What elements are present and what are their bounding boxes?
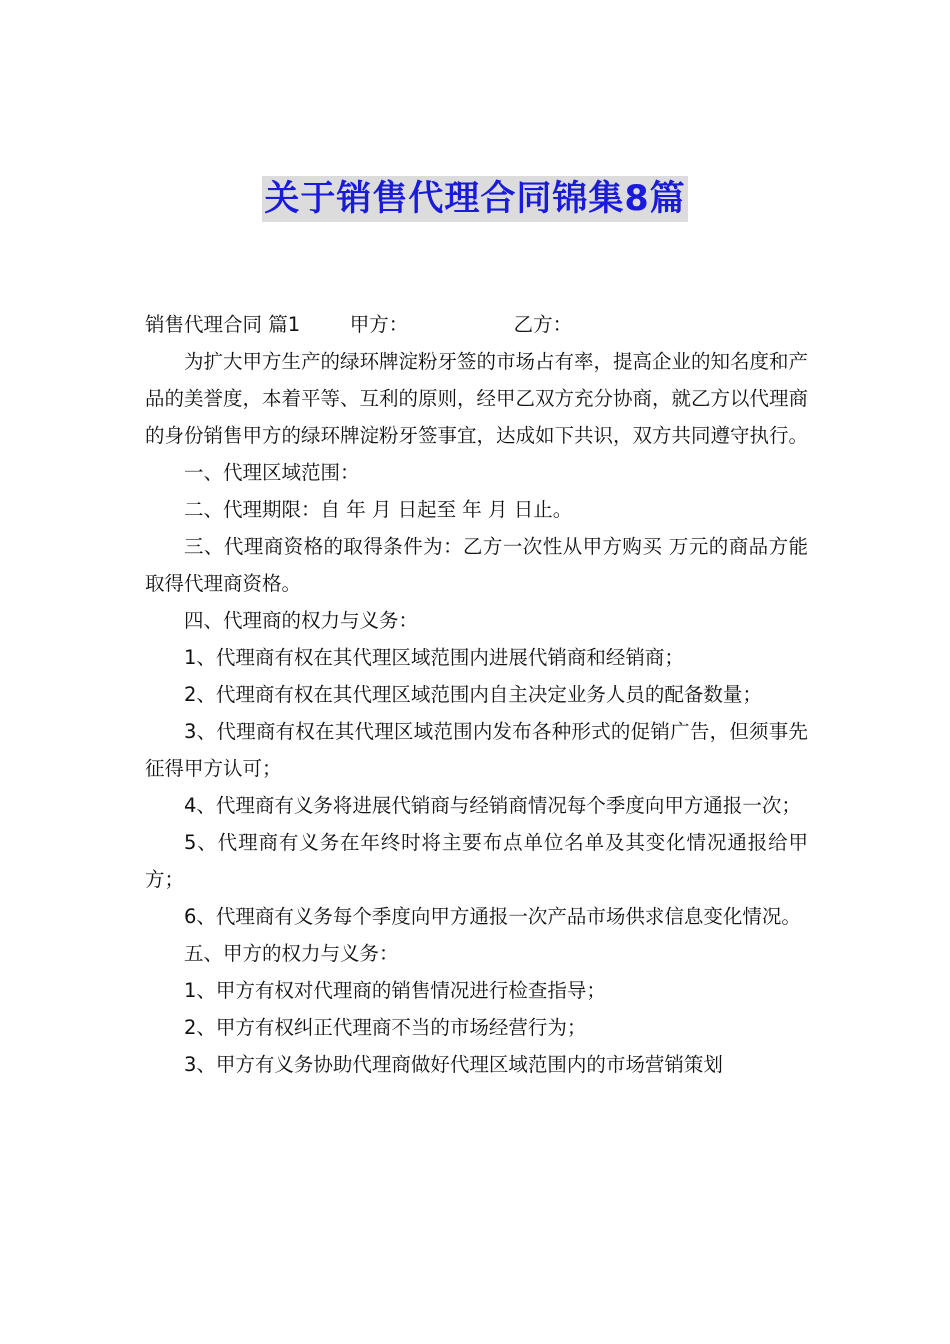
paragraph-item-5-3: 3、甲方有义务协助代理商做好代理区域范围内的市场营销策划 xyxy=(184,1053,723,1076)
paragraph-item-4-4: 4、代理商有义务将进展代销商与经销商情况每个季度向甲方通报一次； xyxy=(184,794,801,817)
contract-header xyxy=(145,306,808,343)
paragraph-section-4: 四、代理商的权力与义务： xyxy=(184,609,419,632)
party-b-label: 乙方： xyxy=(513,313,573,336)
paragraph-item-4-5: 5、代理商有义务在年终时将主要布点单位名单及其变化情况通报给甲方； xyxy=(145,831,808,891)
paragraph-preamble: 为扩大甲方生产的绿环牌淀粉牙签的市场占有率，提高企业的知名度和产品的美誉度，本着平等、互利的原则，经甲乙双方充分协商，就乙方以代理商的身份销售甲方的绿环牌淀粉牙签事宜，达成如下共识，双方共同遵守执行。 xyxy=(145,350,809,447)
paragraph-item-5-2: 2、甲方有权纠正代理商不当的市场经营行为； xyxy=(184,1016,587,1039)
paragraph-section-1: 一、代理区域范围： xyxy=(184,461,360,484)
paragraph-item-4-6: 6、代理商有义务每个季度向甲方通报一次产品市场供求信息变化情况。 xyxy=(184,905,801,928)
paragraph-item-5-1: 1、甲方有权对代理商的销售情况进行检查指导； xyxy=(184,979,606,1002)
paragraph-item-4-3: 3、代理商有权在其代理区域范围内发布各种形式的促销广告，但须事先征得甲方认可； xyxy=(145,720,808,780)
paragraph-section-3: 三、代理商资格的取得条件为：乙方一次性从甲方购买 万元的商品方能取得代理商资格。 xyxy=(145,535,808,595)
paragraph-item-4-1: 1、代理商有权在其代理区域范围内进展代销商和经销商； xyxy=(184,646,684,669)
party-a-label: 甲方： xyxy=(349,313,409,336)
paragraph-section-5: 五、甲方的权力与义务： xyxy=(184,942,399,965)
page-title-text: 关于销售代理合同锦集8篇 xyxy=(262,176,687,222)
paragraph-section-2: 二、代理期限：自 年 月 日起至 年 月 日止。 xyxy=(184,498,573,521)
paragraph-item-4-2: 2、代理商有权在其代理区域范围内自主决定业务人员的配备数量； xyxy=(184,683,762,706)
contract-name: 销售代理合同 篇1 xyxy=(145,313,301,336)
page-title xyxy=(0,176,950,222)
document-body xyxy=(145,306,808,1083)
